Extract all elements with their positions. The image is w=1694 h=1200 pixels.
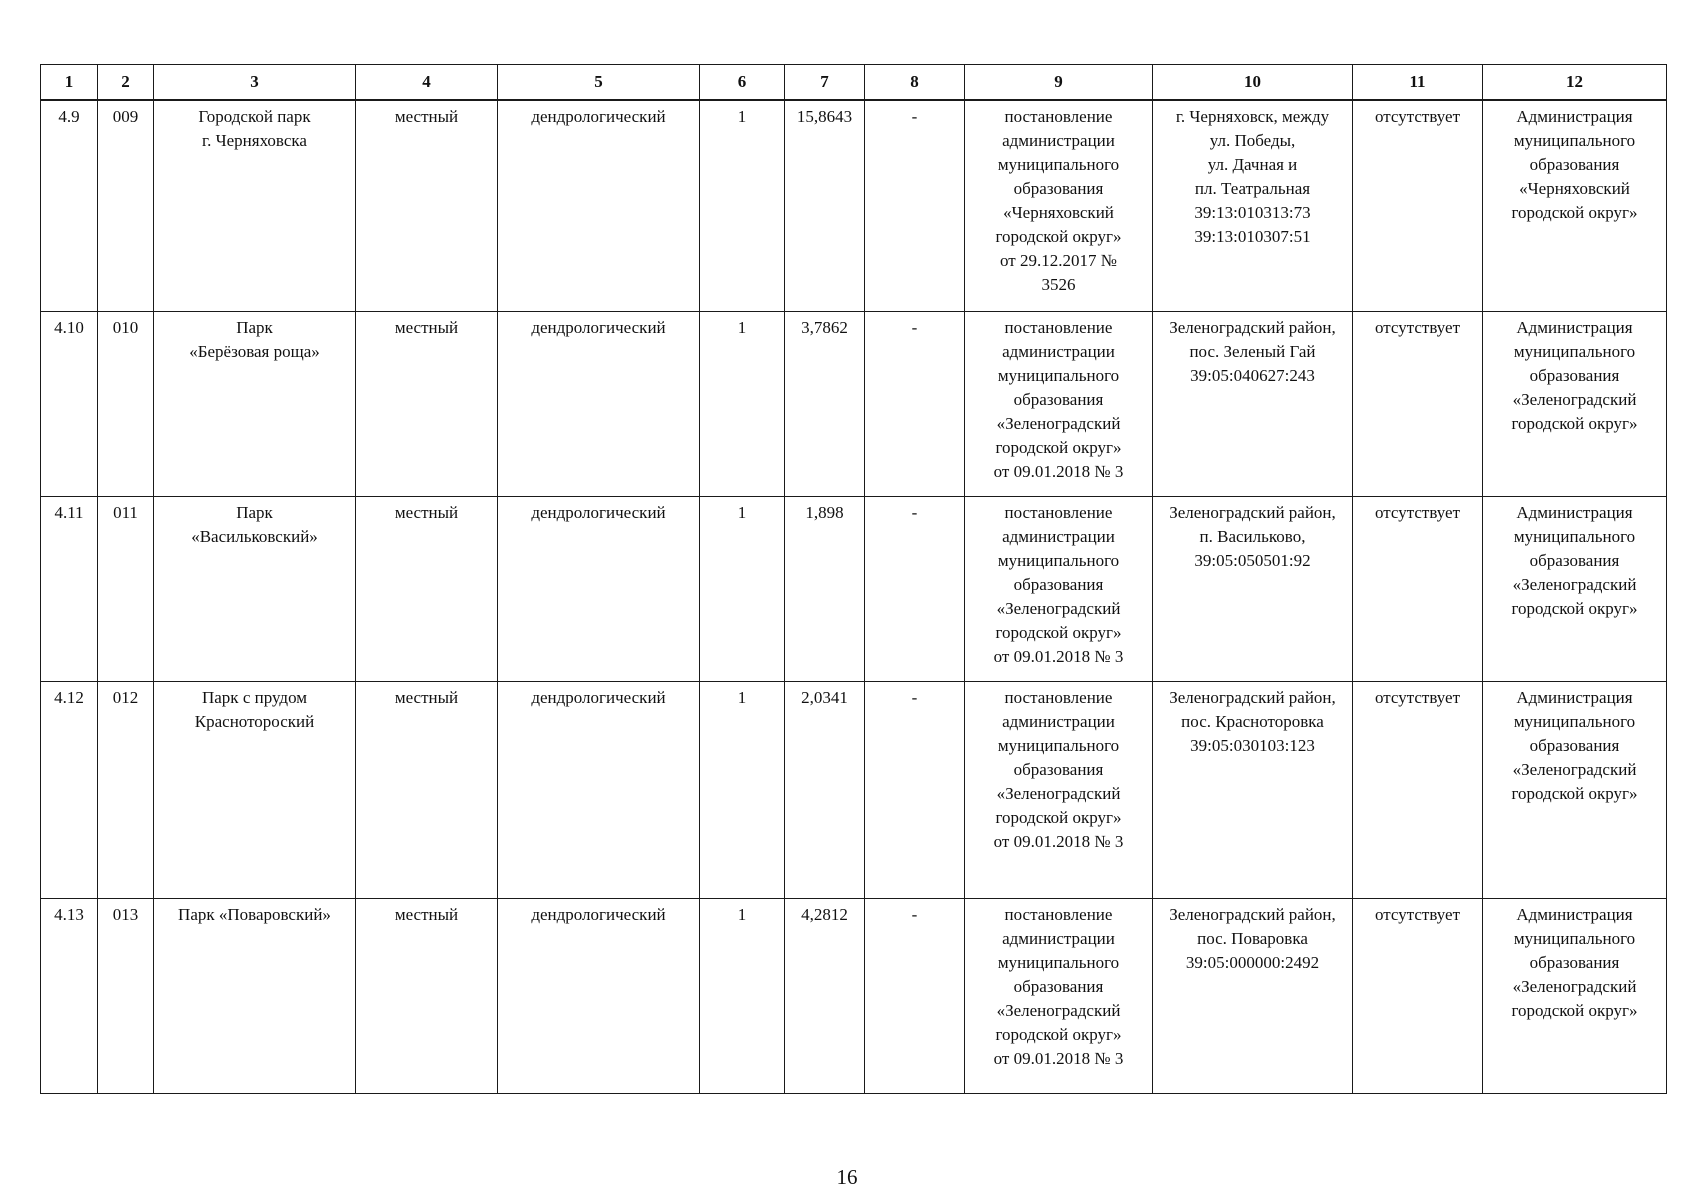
column-6-value: 1	[700, 312, 785, 497]
header-cell: 6	[700, 65, 785, 101]
profile: дендрологический	[498, 899, 700, 1094]
registry-table	[40, 64, 1667, 1094]
column-8-value: -	[865, 100, 965, 312]
profile: дендрологический	[498, 100, 700, 312]
profile: дендрологический	[498, 312, 700, 497]
profile: дендрологический	[498, 497, 700, 682]
table-header	[41, 65, 1667, 101]
column-11-value: отсутствует	[1353, 682, 1483, 899]
column-6-value: 1	[700, 100, 785, 312]
column-11-value: отсутствует	[1353, 100, 1483, 312]
significance: местный	[356, 899, 498, 1094]
object-name: Парк «Поваровский»	[154, 899, 356, 1094]
object-name: Парк «Васильковский»	[154, 497, 356, 682]
decree-text: постановление администрации муниципального образования «Черняховский городской округ» от 29.12.2017 № 3526	[965, 100, 1153, 312]
authority-text: Администрация муниципального образования «Зеленоградский городской округ»	[1483, 497, 1667, 682]
location-text: Зеленоградский район, п. Васильково, 39:05:050501:92	[1153, 497, 1353, 682]
significance: местный	[356, 312, 498, 497]
header-cell: 10	[1153, 65, 1353, 101]
table-body	[41, 100, 1667, 1094]
header-cell: 7	[785, 65, 865, 101]
object-code: 012	[98, 682, 154, 899]
location-text: г. Черняховск, между ул. Победы, ул. Дачная и пл. Театральная 39:13:010313:73 39:13:010307:51	[1153, 100, 1353, 312]
table-row	[41, 312, 1667, 497]
authority-text: Администрация муниципального образования «Зеленоградский городской округ»	[1483, 682, 1667, 899]
row-number: 4.10	[41, 312, 98, 497]
significance: местный	[356, 100, 498, 312]
object-name: Парк с прудом Краснотороский	[154, 682, 356, 899]
row-number: 4.11	[41, 497, 98, 682]
table-row	[41, 497, 1667, 682]
area-value: 3,7862	[785, 312, 865, 497]
column-11-value: отсутствует	[1353, 312, 1483, 497]
row-number: 4.9	[41, 100, 98, 312]
object-code: 009	[98, 100, 154, 312]
object-code: 010	[98, 312, 154, 497]
header-cell: 11	[1353, 65, 1483, 101]
header-row	[41, 65, 1667, 101]
header-cell: 4	[356, 65, 498, 101]
column-11-value: отсутствует	[1353, 899, 1483, 1094]
significance: местный	[356, 682, 498, 899]
table-row	[41, 100, 1667, 312]
column-6-value: 1	[700, 899, 785, 1094]
column-8-value: -	[865, 497, 965, 682]
table-row	[41, 682, 1667, 899]
area-value: 2,0341	[785, 682, 865, 899]
page-number: 16	[836, 1165, 858, 1189]
table-row	[41, 899, 1667, 1094]
object-name: Парк «Берёзовая роща»	[154, 312, 356, 497]
header-cell: 3	[154, 65, 356, 101]
area-value: 1,898	[785, 497, 865, 682]
column-6-value: 1	[700, 497, 785, 682]
decree-text: постановление администрации муниципального образования «Зеленоградский городской округ» от 09.01.2018 № 3	[965, 497, 1153, 682]
area-value: 15,8643	[785, 100, 865, 312]
location-text: Зеленоградский район, пос. Красноторовка 39:05:030103:123	[1153, 682, 1353, 899]
profile: дендрологический	[498, 682, 700, 899]
decree-text: постановление администрации муниципального образования «Зеленоградский городской округ» от 09.01.2018 № 3	[965, 682, 1153, 899]
object-code: 013	[98, 899, 154, 1094]
decree-text: постановление администрации муниципального образования «Зеленоградский городской округ» от 09.01.2018 № 3	[965, 312, 1153, 497]
row-number: 4.12	[41, 682, 98, 899]
header-cell: 2	[98, 65, 154, 101]
header-cell: 8	[865, 65, 965, 101]
column-11-value: отсутствует	[1353, 497, 1483, 682]
header-cell: 1	[41, 65, 98, 101]
column-8-value: -	[865, 899, 965, 1094]
column-8-value: -	[865, 682, 965, 899]
header-cell: 12	[1483, 65, 1667, 101]
authority-text: Администрация муниципального образования «Зеленоградский городской округ»	[1483, 899, 1667, 1094]
column-6-value: 1	[700, 682, 785, 899]
decree-text: постановление администрации муниципального образования «Зеленоградский городской округ» от 09.01.2018 № 3	[965, 899, 1153, 1094]
significance: местный	[356, 497, 498, 682]
authority-text: Администрация муниципального образования «Черняховский городской округ»	[1483, 100, 1667, 312]
column-8-value: -	[865, 312, 965, 497]
location-text: Зеленоградский район, пос. Поваровка 39:05:000000:2492	[1153, 899, 1353, 1094]
object-code: 011	[98, 497, 154, 682]
location-text: Зеленоградский район, пос. Зеленый Гай 39:05:040627:243	[1153, 312, 1353, 497]
object-name: Городской парк г. Черняховска	[154, 100, 356, 312]
authority-text: Администрация муниципального образования «Зеленоградский городской округ»	[1483, 312, 1667, 497]
header-cell: 9	[965, 65, 1153, 101]
area-value: 4,2812	[785, 899, 865, 1094]
header-cell: 5	[498, 65, 700, 101]
row-number: 4.13	[41, 899, 98, 1094]
